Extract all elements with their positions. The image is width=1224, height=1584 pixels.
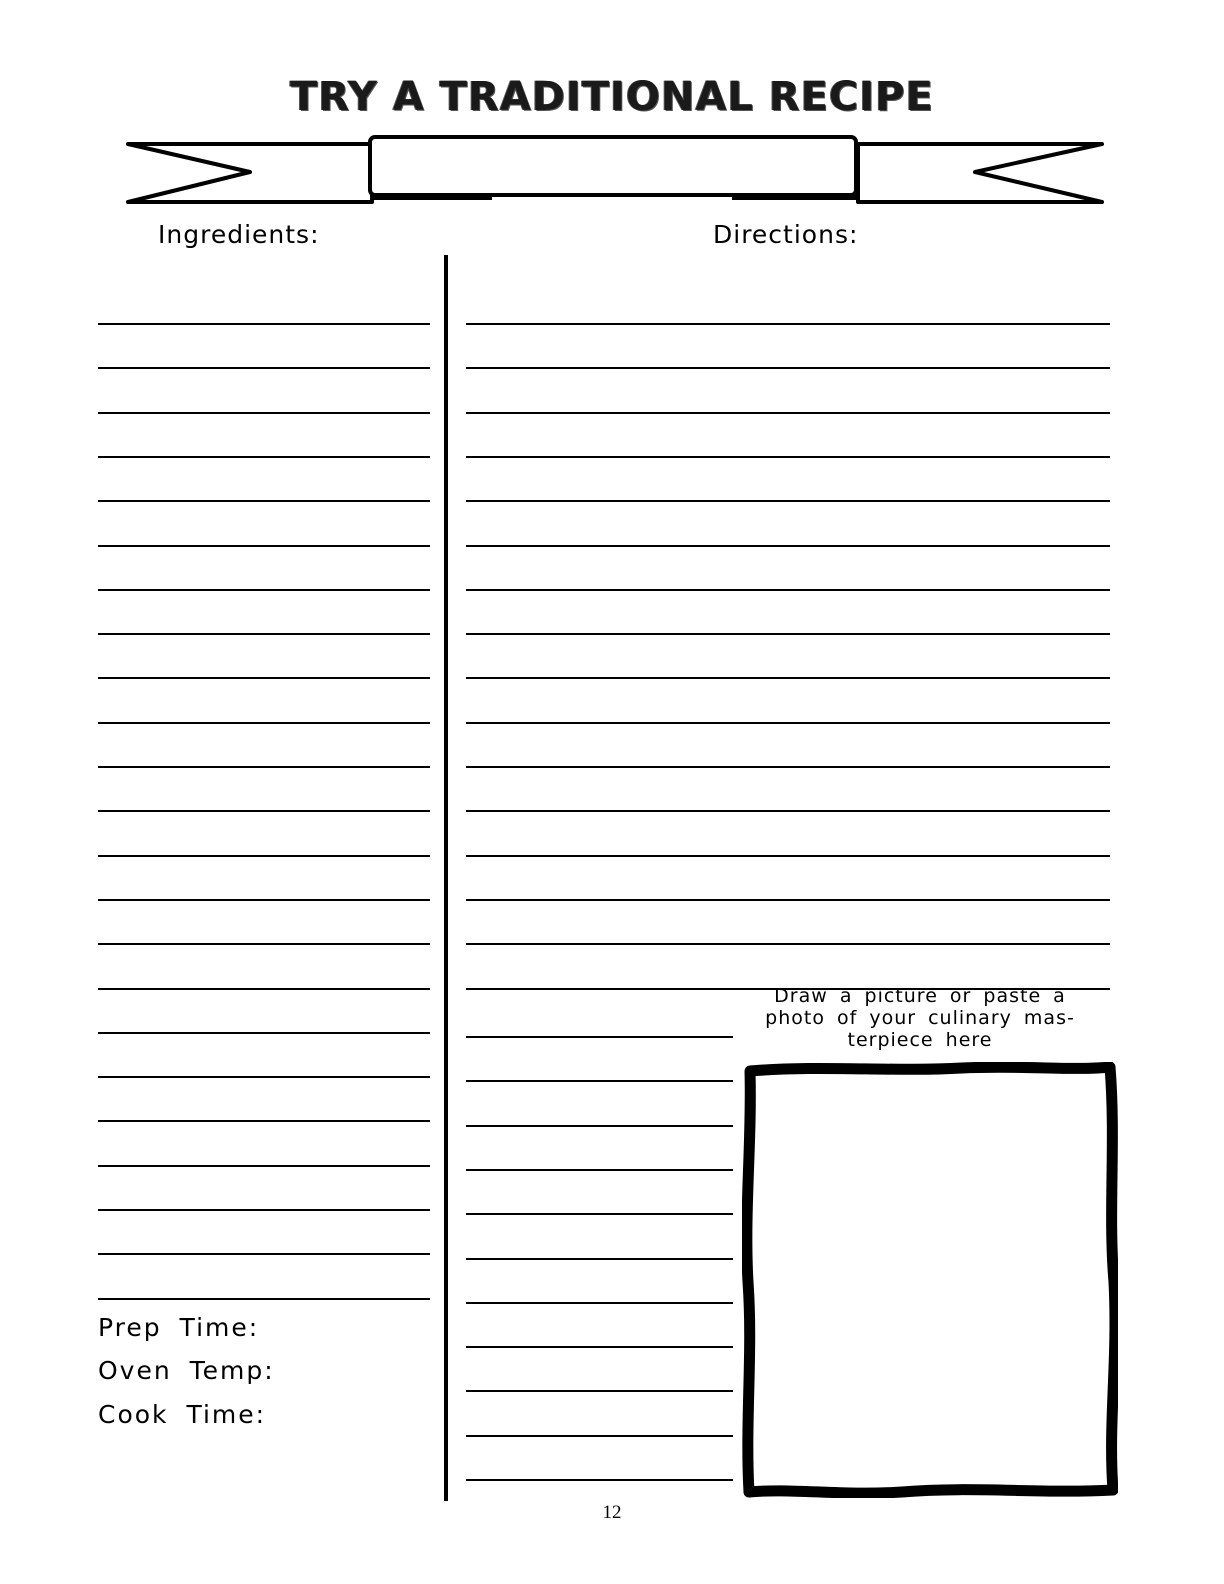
direction-line[interactable] [466,899,1110,901]
direction-line[interactable] [466,766,1110,768]
direction-line[interactable] [466,1080,733,1082]
direction-line[interactable] [466,1258,733,1260]
direction-line[interactable] [466,1346,733,1348]
ingredient-line[interactable] [98,589,430,591]
direction-line[interactable] [466,633,1110,635]
ingredient-line[interactable] [98,677,430,679]
page-title: TRY A TRADITIONAL RECIPE [290,74,934,120]
ingredient-line[interactable] [98,943,430,945]
ingredient-line[interactable] [98,1165,430,1167]
ingredient-line[interactable] [98,855,430,857]
photo-caption-line: terpiece here [847,1029,993,1051]
direction-line[interactable] [466,855,1110,857]
direction-line[interactable] [466,722,1110,724]
direction-line[interactable] [466,1435,733,1437]
photo-frame[interactable] [742,1062,1118,1498]
direction-line[interactable] [466,1213,733,1215]
direction-line[interactable] [466,1302,733,1304]
ingredient-line[interactable] [98,766,430,768]
photo-caption-line: Draw a picture or paste a [774,985,1066,1007]
ingredient-line[interactable] [98,456,430,458]
direction-line[interactable] [466,1169,733,1171]
direction-line[interactable] [466,545,1110,547]
ingredient-line[interactable] [98,412,430,414]
photo-caption [750,985,1090,1051]
direction-line[interactable] [466,810,1110,812]
ingredient-line[interactable] [98,323,430,325]
ribbon-banner [120,130,1110,210]
ingredient-line[interactable] [98,367,430,369]
direction-line[interactable] [466,1390,733,1392]
cook-time-label: Cook Time: [98,1400,267,1429]
ingredient-line[interactable] [98,1298,430,1300]
ingredient-line[interactable] [98,1209,430,1211]
ingredient-line[interactable] [98,988,430,990]
ingredient-line[interactable] [98,722,430,724]
ingredients-heading: Ingredients: [158,220,320,249]
photo-caption-line: photo of your culinary mas- [765,1007,1075,1029]
ingredient-line[interactable] [98,500,430,502]
directions-heading: Directions: [713,220,859,249]
direction-line[interactable] [466,412,1110,414]
direction-line[interactable] [466,323,1110,325]
direction-line[interactable] [466,1479,733,1481]
direction-line[interactable] [466,1036,733,1038]
direction-line[interactable] [466,1125,733,1127]
ingredient-line[interactable] [98,1120,430,1122]
ingredient-line[interactable] [98,1076,430,1078]
ingredient-line[interactable] [98,1032,430,1034]
ingredient-line[interactable] [98,545,430,547]
direction-line[interactable] [466,589,1110,591]
prep-time-label: Prep Time: [98,1313,260,1342]
direction-line[interactable] [466,367,1110,369]
oven-temp-label: Oven Temp: [98,1356,275,1385]
direction-line[interactable] [466,500,1110,502]
column-divider [444,255,448,1501]
ingredient-line[interactable] [98,899,430,901]
page-number: 12 [602,1502,622,1523]
ingredient-line[interactable] [98,1253,430,1255]
direction-line[interactable] [466,456,1110,458]
direction-line[interactable] [466,943,1110,945]
ingredient-line[interactable] [98,810,430,812]
direction-line[interactable] [466,677,1110,679]
ingredient-line[interactable] [98,633,430,635]
